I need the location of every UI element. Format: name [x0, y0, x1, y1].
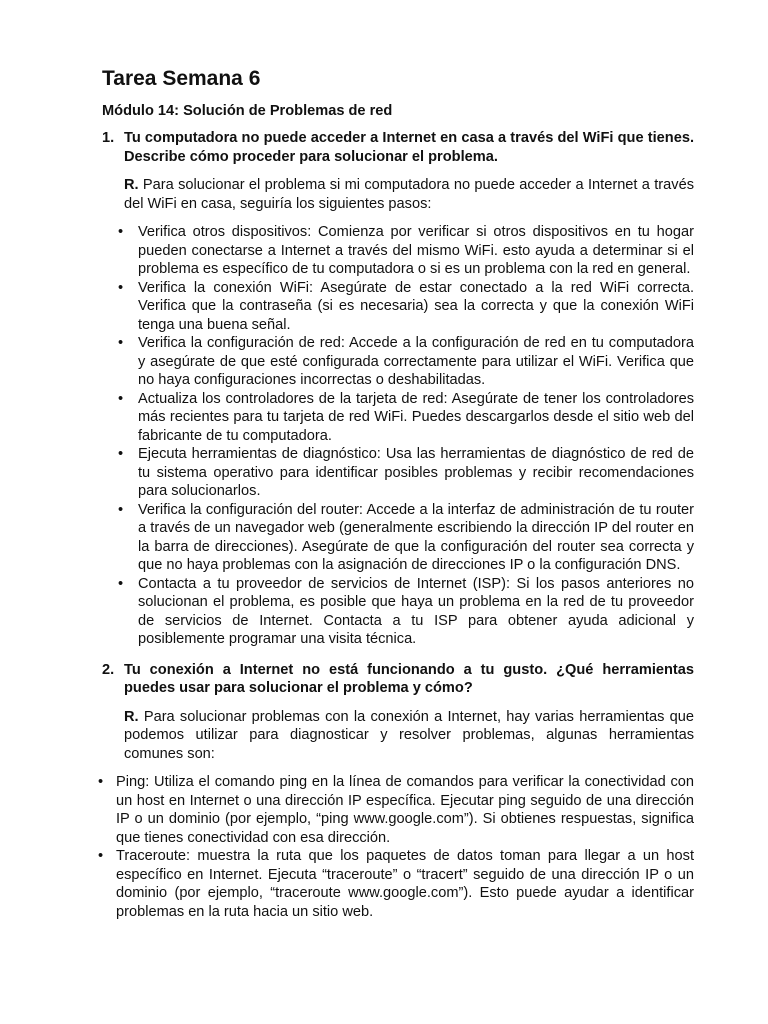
answer-intro-text: Para solucionar el problema si mi computadora no puede acceder a Internet a través del WiFi en casa, seguiría los siguientes pasos: [124, 177, 694, 212]
question-number: 1. [102, 130, 115, 146]
answer-1-intro [124, 176, 694, 213]
list-item [102, 390, 694, 446]
answer-1-list [102, 223, 694, 649]
list-item-text: Verifica la conexión WiFi: Asegúrate de estar conectado a la red WiFi correcta. Verifica que la contraseña (si es necesaria) sea la correcta y que la conexión WiFi tenga una buena señal. [138, 279, 694, 333]
answer-intro-text: Para solucionar problemas con la conexión a Internet, hay varias herramientas que podemos utilizar para diagnosticar y resolver problemas, algunas herramientas comunes son: [124, 708, 694, 762]
list-item [102, 279, 694, 335]
question-number: 2. [102, 661, 115, 678]
list-item [102, 223, 694, 279]
list-item [90, 773, 694, 847]
list-item [102, 334, 694, 390]
answer-label: R. [124, 708, 139, 725]
answer-label: R. [124, 177, 139, 193]
list-item-text: Ejecuta herramientas de diagnóstico: Usa las herramientas de diagnóstico de red de tu sistema operativo para identificar posibles problemas y recibir recomendaciones para solucionarlos. [138, 446, 694, 499]
module-heading: Módulo 14: Solución de Problemas de red [102, 103, 393, 119]
bullet-icon: • [118, 335, 124, 351]
bullet-icon: • [118, 501, 124, 518]
bullet-icon: • [118, 575, 124, 592]
list-item-text: Verifica la configuración de red: Accede a la configuración de red en tu computadora y asegúrate de que esté configurada correctamente para utilizar el WiFi. Verifica que no haya configuraciones incorrectas o deshabilitadas. [138, 335, 694, 388]
list-item-text: Verifica otros dispositivos: Comienza por verificar si otros dispositivos en tu hogar pueden conectarse a Internet a través del mismo WiFi. esto ayuda a determinar si el problema es específico de tu computadora o si es un problema con la red en general. [138, 224, 694, 277]
bullet-icon: • [118, 390, 124, 407]
answer-2-intro [124, 708, 694, 764]
list-item-text: Contacta a tu proveedor de servicios de Internet (ISP): Si los pasos anteriores no solucionan el problema, es posible que haya un problema en la red de tu proveedor de servicios de Internet. Contacta a tu ISP para obtener ayuda adicional y posiblemente programar una visita técnica. [138, 575, 694, 647]
question-1 [102, 129, 694, 166]
answer-2-list [90, 773, 694, 921]
list-item-text: Ping: Utiliza el comando ping en la línea de comandos para verificar la conectividad con un host en Internet o una dirección IP específica. Ejecutar ping seguido de una dirección IP o un dominio (por ejemplo, “ping www.google.com”). Si obtienes respuestas, significa que tienes conectividad con esa dirección. [116, 774, 694, 846]
bullet-icon: • [118, 446, 124, 462]
list-item-text: Verifica la configuración del router: Accede a la interfaz de administración de tu router a través de un navegador web (generalmente escribiendo la dirección IP del router en la barra de direcciones). Asegúrate de que la configuración del router sea correcta y que no haya problemas con la asignación de direcciones IP o la configuración DNS. [138, 501, 694, 573]
bullet-icon: • [118, 224, 124, 240]
question-2 [102, 661, 694, 698]
bullet-icon: • [118, 279, 124, 296]
list-item [90, 847, 694, 921]
question-text: Tu computadora no puede acceder a Internet en casa a través del WiFi que tienes. Describe cómo proceder para solucionar el problema. [124, 130, 694, 165]
bullet-icon: • [98, 848, 104, 864]
list-item-text: Traceroute: muestra la ruta que los paquetes de datos toman para llegar a un host específico en Internet. Ejecuta “traceroute” o “tracert” seguido de una dirección IP o un dominio (por ejemplo, “traceroute www.google.com”). Esto puede ayudar a identificar problemas en la ruta hacia un sitio web. [116, 848, 694, 920]
question-text: Tu conexión a Internet no está funcionando a tu gusto. ¿Qué herramientas puedes usar para solucionar el problema y cómo? [124, 661, 694, 696]
list-item [102, 445, 694, 501]
list-item [102, 575, 694, 649]
list-item [102, 501, 694, 575]
bullet-icon: • [98, 774, 104, 790]
list-item-text: Actualiza los controladores de la tarjeta de red: Asegúrate de tener los controladores más recientes para tu tarjeta de red WiFi. Puedes descargarlos desde el sitio web del fabricante de tu computadora. [138, 390, 694, 444]
document-title: Tarea Semana 6 [102, 67, 261, 90]
